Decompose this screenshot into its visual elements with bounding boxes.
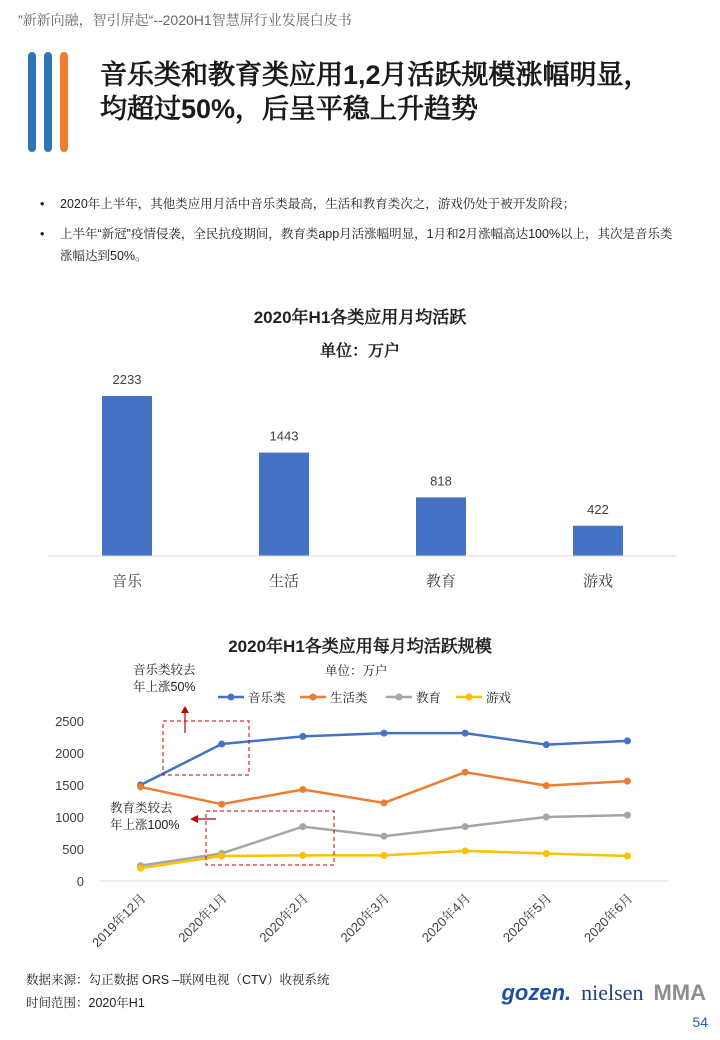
series-3-point-5 — [543, 850, 550, 857]
bar-3 — [573, 526, 623, 556]
bar-chart-title: 2020年H1各类应用月均活跃 — [253, 308, 467, 327]
bar-category-label-2: 教育 — [425, 573, 457, 590]
data-source: 数据来源：勾正数据 ORS –联网电视（CTV）收视系统 — [26, 973, 330, 987]
line-x-tick-2: 2020年2月 — [256, 890, 311, 946]
annotation-education-line-2: 年上涨100% — [110, 818, 180, 832]
annotation-education-arrowhead — [190, 815, 198, 823]
line-chart — [0, 655, 720, 965]
line-y-tick-3: 1500 — [55, 778, 84, 793]
bar-0 — [102, 396, 152, 556]
decorative-stripe-blue-2 — [44, 52, 52, 152]
series-3-point-1 — [218, 853, 225, 860]
series-0-point-1 — [218, 741, 225, 748]
bar-1 — [259, 453, 309, 556]
line-x-tick-3: 2020年3月 — [337, 890, 393, 946]
legend-label-1: 生活类 — [330, 691, 368, 705]
line-x-tick-0: 2019年12月 — [89, 890, 149, 951]
bullet-item-2: • 上半年“新冠”疫情侵袭，全民抗疫期间，教育类app月活涨幅明显，1月和2月涨幅高达100%以上，其次是音乐类涨幅达到50%。 — [40, 223, 680, 267]
summary-bullets — [40, 193, 680, 275]
series-2-point-4 — [462, 823, 469, 830]
series-2-point-6 — [624, 812, 631, 819]
decorative-stripe-blue-1 — [28, 52, 36, 152]
page-headline — [100, 58, 700, 126]
line-y-tick-0: 0 — [76, 874, 84, 889]
decorative-stripe-orange — [60, 52, 68, 152]
mma-logo: MMA — [653, 980, 706, 1005]
annotation-education-line-1: 教育类较去 — [110, 801, 173, 815]
line-chart-title: 2020年H1各类应用每月均活跃规模 — [228, 637, 492, 656]
bar-category-label-3: 游戏 — [582, 573, 614, 590]
line-x-tick-5: 2020年5月 — [499, 890, 555, 946]
legend-label-0: 音乐类 — [248, 691, 286, 705]
series-3-point-6 — [624, 853, 631, 860]
bar-2 — [416, 497, 466, 556]
line-y-tick-2: 1000 — [55, 810, 84, 825]
line-y-tick-5: 2500 — [55, 714, 84, 729]
line-chart-unit: 单位：万户 — [325, 664, 388, 678]
series-0-point-3 — [381, 730, 388, 737]
series-2-point-2 — [299, 823, 306, 830]
bar-category-label-1: 生活 — [268, 573, 300, 590]
annotation-music-line-2: 年上涨50% — [133, 680, 196, 694]
line-x-tick-1: 2020年1月 — [175, 890, 230, 946]
series-0-point-2 — [299, 733, 306, 740]
series-2-point-3 — [381, 833, 388, 840]
nielsen-logo: nielsen — [581, 980, 644, 1005]
legend-marker-0 — [228, 694, 235, 701]
gozen-logo: gozen. — [501, 980, 572, 1005]
page-number: 54 — [692, 1014, 708, 1030]
bar-category-label-0: 音乐 — [111, 573, 143, 590]
series-2-point-5 — [543, 814, 550, 821]
series-0-point-4 — [462, 730, 469, 737]
series-line-1 — [141, 772, 628, 804]
bar-chart-unit: 单位：万户 — [319, 343, 400, 360]
series-1-point-4 — [462, 769, 469, 776]
headline-line-1: 音乐类和教育类应用1,2月活跃规模涨幅明显， — [100, 60, 651, 90]
series-line-0 — [141, 733, 628, 785]
series-3-point-2 — [299, 852, 306, 859]
line-x-tick-4: 2020年4月 — [418, 890, 474, 946]
legend-marker-3 — [466, 694, 473, 701]
series-0-point-6 — [624, 737, 631, 744]
series-1-point-2 — [299, 786, 306, 793]
annotation-music-arrowhead — [181, 706, 189, 713]
bar-value-label-0: 2233 — [112, 372, 142, 387]
legend-label-2: 教育 — [416, 691, 442, 705]
document-topline: ”新新向融，智引屏起“--2020H1智慧屏行业发展白皮书 — [18, 12, 352, 28]
series-1-point-0 — [137, 783, 144, 790]
decorative-stripes — [26, 52, 72, 152]
legend-marker-2 — [396, 694, 403, 701]
time-range: 时间范围：2020年H1 — [26, 996, 145, 1010]
series-1-point-1 — [218, 801, 225, 808]
bar-value-label-3: 422 — [587, 501, 609, 517]
series-1-point-3 — [381, 799, 388, 806]
headline-line-2: 均超过50%，后呈平稳上升趋势 — [100, 94, 479, 124]
series-3-point-3 — [381, 852, 388, 859]
bar-value-label-1: 1443 — [269, 428, 299, 444]
legend-label-3: 游戏 — [486, 691, 512, 705]
line-y-tick-4: 2000 — [55, 746, 84, 761]
line-x-tick-6: 2020年6月 — [580, 890, 636, 946]
series-3-point-4 — [462, 847, 469, 854]
line-y-tick-1: 500 — [62, 842, 84, 857]
bullet-item-1: • 2020年上半年，其他类应用月活中音乐类最高，生活和教育类次之，游戏仍处于被开发阶段； — [40, 193, 680, 215]
bar-value-label-2: 818 — [430, 473, 452, 489]
bar-chart — [0, 360, 720, 600]
series-0-point-5 — [543, 741, 550, 748]
legend-marker-1 — [310, 694, 317, 701]
series-1-point-6 — [624, 778, 631, 785]
partner-logos — [501, 980, 706, 1006]
series-1-point-5 — [543, 782, 550, 789]
annotation-music-line-1: 音乐类较去 — [133, 663, 196, 677]
series-3-point-0 — [137, 865, 144, 872]
